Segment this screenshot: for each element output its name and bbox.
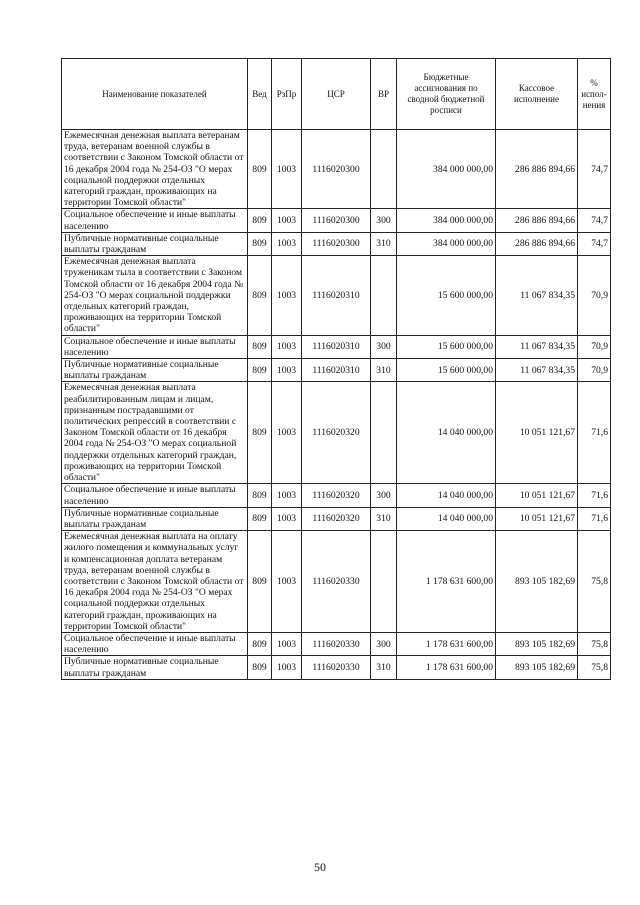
row-budget-amount: 384 000 000,00 xyxy=(397,232,496,255)
row-budget-amount: 14 040 000,00 xyxy=(397,382,496,484)
row-rzpr: 1003 xyxy=(272,359,302,382)
row-rzpr: 1003 xyxy=(272,656,302,679)
row-rzpr: 1003 xyxy=(272,484,302,507)
row-ved: 809 xyxy=(248,232,272,255)
header-rzpr: РзПр xyxy=(272,59,302,130)
row-execution-pct: 70,9 xyxy=(578,335,611,358)
header-pct: % испол-нения xyxy=(578,59,611,130)
row-name: Публичные нормативные социальные выплаты гражданам xyxy=(62,359,248,382)
row-cash-amount: 10 051 121,67 xyxy=(496,382,578,484)
row-csr: 1116020330 xyxy=(302,632,371,655)
row-ved: 809 xyxy=(248,484,272,507)
row-cash-amount: 893 105 182,69 xyxy=(496,531,578,633)
row-ved: 809 xyxy=(248,335,272,358)
row-ved: 809 xyxy=(248,507,272,530)
row-csr: 1116020310 xyxy=(302,335,371,358)
row-execution-pct: 74,7 xyxy=(578,130,611,209)
row-execution-pct: 71,6 xyxy=(578,507,611,530)
row-budget-amount: 1 178 631 600,00 xyxy=(397,632,496,655)
row-vr: 300 xyxy=(371,484,397,507)
row-vr xyxy=(371,256,397,335)
row-csr: 1116020320 xyxy=(302,484,371,507)
row-vr xyxy=(371,130,397,209)
table-row xyxy=(62,232,611,255)
row-name: Ежемесячная денежная выплата труженикам тыла в соответствии с Законом Томской области от 16 декабря 2004 года № 254-ОЗ "О мерах социальной поддержки отдельных категорий граждан, проживающих на территории Томской области" xyxy=(62,256,248,335)
row-budget-amount: 15 600 000,00 xyxy=(397,359,496,382)
header-ved: Вед xyxy=(248,59,272,130)
table-row xyxy=(62,256,611,335)
row-rzpr: 1003 xyxy=(272,232,302,255)
row-ved: 809 xyxy=(248,209,272,232)
row-vr xyxy=(371,382,397,484)
header-vr: ВР xyxy=(371,59,397,130)
row-budget-amount: 1 178 631 600,00 xyxy=(397,656,496,679)
row-csr: 1116020320 xyxy=(302,382,371,484)
row-vr: 310 xyxy=(371,232,397,255)
table-row xyxy=(62,209,611,232)
row-ved: 809 xyxy=(248,531,272,633)
row-csr: 1116020300 xyxy=(302,232,371,255)
table-row xyxy=(62,335,611,358)
row-csr: 1116020330 xyxy=(302,656,371,679)
row-name: Социальное обеспечение и иные выплаты населению xyxy=(62,209,248,232)
row-rzpr: 1003 xyxy=(272,507,302,530)
row-name: Социальное обеспечение и иные выплаты населению xyxy=(62,632,248,655)
row-csr: 1116020330 xyxy=(302,531,371,633)
budget-execution-table xyxy=(61,58,611,680)
table-row xyxy=(62,130,611,209)
header-budget: Бюджетные ассигнования по сводной бюджетной росписи xyxy=(397,59,496,130)
table-row xyxy=(62,359,611,382)
row-execution-pct: 74,7 xyxy=(578,232,611,255)
row-execution-pct: 75,8 xyxy=(578,632,611,655)
row-execution-pct: 70,9 xyxy=(578,256,611,335)
row-name: Публичные нормативные социальные выплаты гражданам xyxy=(62,232,248,255)
row-vr: 300 xyxy=(371,335,397,358)
header-cash: Кассовое исполнение xyxy=(496,59,578,130)
row-ved: 809 xyxy=(248,656,272,679)
row-rzpr: 1003 xyxy=(272,632,302,655)
row-name: Социальное обеспечение и иные выплаты населению xyxy=(62,335,248,358)
row-cash-amount: 286 886 894,66 xyxy=(496,130,578,209)
row-vr: 310 xyxy=(371,359,397,382)
row-rzpr: 1003 xyxy=(272,209,302,232)
row-cash-amount: 11 067 834,35 xyxy=(496,256,578,335)
row-vr: 310 xyxy=(371,656,397,679)
row-csr: 1116020310 xyxy=(302,256,371,335)
row-rzpr: 1003 xyxy=(272,335,302,358)
header-name: Наименование показателей xyxy=(62,59,248,130)
row-name: Ежемесячная денежная выплата реабилитированным лицам и лицам, признанным пострадавшими от политических репрессий в соответствии с Законом Томской области от 16 декабря 2004 года № 254-ОЗ "О мерах социальной поддержки отдельных категорий граждан, проживающих на территории Томской области" xyxy=(62,382,248,484)
row-vr: 300 xyxy=(371,632,397,655)
row-cash-amount: 286 886 894,66 xyxy=(496,232,578,255)
row-budget-amount: 384 000 000,00 xyxy=(397,130,496,209)
page-number: 50 xyxy=(314,860,326,874)
row-csr: 1116020310 xyxy=(302,359,371,382)
row-execution-pct: 75,8 xyxy=(578,531,611,633)
table-header-row xyxy=(62,59,611,130)
row-budget-amount: 1 178 631 600,00 xyxy=(397,531,496,633)
row-csr: 1116020300 xyxy=(302,209,371,232)
row-name: Публичные нормативные социальные выплаты гражданам xyxy=(62,507,248,530)
row-rzpr: 1003 xyxy=(272,531,302,633)
row-execution-pct: 74,7 xyxy=(578,209,611,232)
row-cash-amount: 11 067 834,35 xyxy=(496,359,578,382)
row-budget-amount: 384 000 000,00 xyxy=(397,209,496,232)
row-ved: 809 xyxy=(248,632,272,655)
row-budget-amount: 14 040 000,00 xyxy=(397,507,496,530)
row-name: Ежемесячная денежная выплата ветеранам труда, ветеранам военной службы в соответствии с Законом Томской области от 16 декабря 2004 года № 254-ОЗ "О мерах социальной поддержки отдельных категорий граждан, проживающих на территории Томской области" xyxy=(62,130,248,209)
row-rzpr: 1003 xyxy=(272,382,302,484)
row-execution-pct: 75,8 xyxy=(578,656,611,679)
row-execution-pct: 71,6 xyxy=(578,382,611,484)
table-row xyxy=(62,531,611,633)
row-cash-amount: 286 886 894,66 xyxy=(496,209,578,232)
row-rzpr: 1003 xyxy=(272,256,302,335)
row-cash-amount: 893 105 182,69 xyxy=(496,632,578,655)
row-budget-amount: 15 600 000,00 xyxy=(397,335,496,358)
row-csr: 1116020300 xyxy=(302,130,371,209)
header-csr: ЦСР xyxy=(302,59,371,130)
row-vr xyxy=(371,531,397,633)
table-row xyxy=(62,484,611,507)
table-row xyxy=(62,656,611,679)
row-cash-amount: 11 067 834,35 xyxy=(496,335,578,358)
row-ved: 809 xyxy=(248,256,272,335)
row-ved: 809 xyxy=(248,359,272,382)
row-execution-pct: 70,9 xyxy=(578,359,611,382)
row-cash-amount: 893 105 182,69 xyxy=(496,656,578,679)
row-ved: 809 xyxy=(248,130,272,209)
row-execution-pct: 71,6 xyxy=(578,484,611,507)
table-body xyxy=(62,130,611,680)
table-row xyxy=(62,507,611,530)
row-csr: 1116020320 xyxy=(302,507,371,530)
row-budget-amount: 15 600 000,00 xyxy=(397,256,496,335)
row-name: Публичные нормативные социальные выплаты гражданам xyxy=(62,656,248,679)
row-vr: 310 xyxy=(371,507,397,530)
row-rzpr: 1003 xyxy=(272,130,302,209)
row-vr: 300 xyxy=(371,209,397,232)
row-name: Ежемесячная денежная выплата на оплату жилого помещения и коммунальных услуг и компенсационная доплата ветеранам труда, ветеранам военной службы в соответствии с Законом Томской области от 16 декабря 2004 года № 254-ОЗ "О мерах социальной поддержки отдельных категорий граждан, проживающих на территории Томской области" xyxy=(62,531,248,633)
row-budget-amount: 14 040 000,00 xyxy=(397,484,496,507)
table-row xyxy=(62,632,611,655)
table-row xyxy=(62,382,611,484)
row-cash-amount: 10 051 121,67 xyxy=(496,507,578,530)
row-ved: 809 xyxy=(248,382,272,484)
row-cash-amount: 10 051 121,67 xyxy=(496,484,578,507)
row-name: Социальное обеспечение и иные выплаты населению xyxy=(62,484,248,507)
